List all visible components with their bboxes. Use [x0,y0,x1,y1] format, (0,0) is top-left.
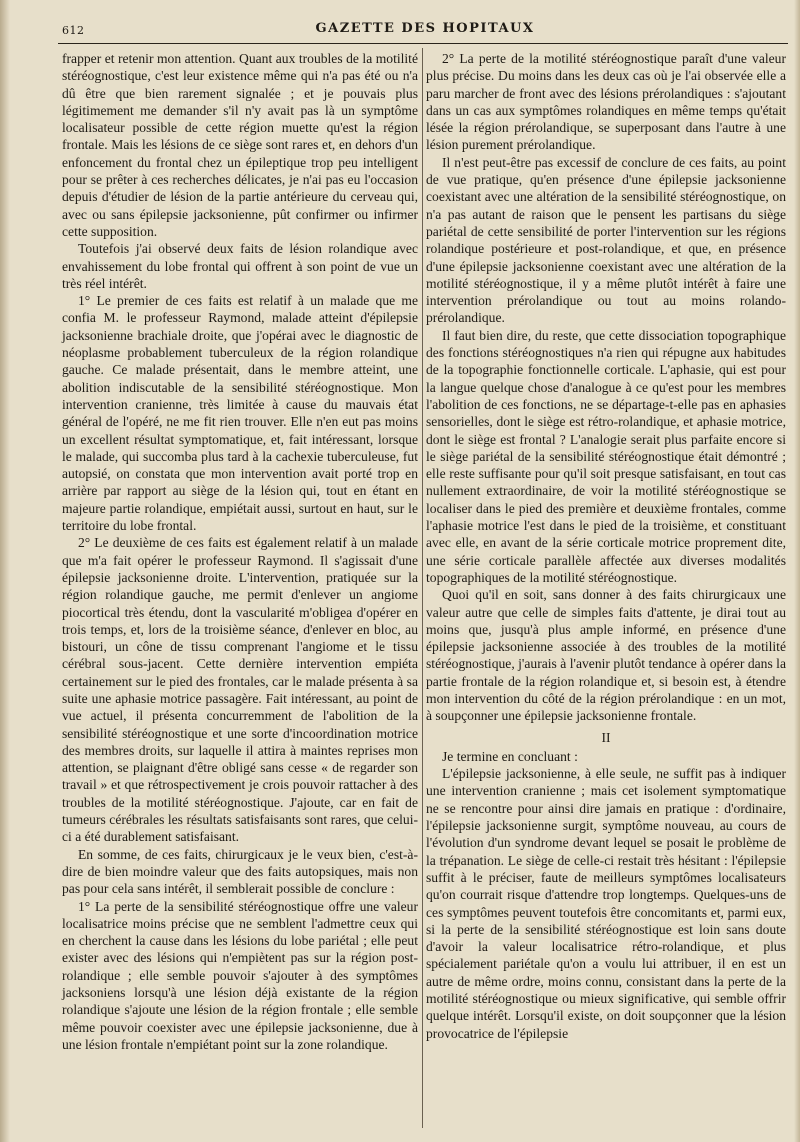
section-heading: II [601,729,611,745]
paragraph: Quoi qu'il en soit, sans donner à des faits chirurgicaux une valeur autre que celle de simples faits d'attente, je dirai tout au moins que, jusqu'à plus ample informé, en présence d'une épilepsie jacksonienne associée à des troubles de la motilité stéréognostique, j'aurais à l'avenir plutôt tendance à opérer dans la partie frontale de la région rolandique et, si besoin est, à étendre mon intervention du côté de la région prérolandique : en un mot, à soupçonner une épilepsie jacksonienne frontale. [426,587,786,724]
header-rule [58,43,788,44]
paragraph: En somme, de ces faits, chirurgicaux je le veux bien, c'est-à-dire de bien moindre valeur que des faits autopsiques, mais non pas pour cela sans intérêt, il semblerait possible de conclure : [62,846,418,897]
paragraph: Je termine en concluant : [442,748,578,764]
paragraph: Toutefois j'ai observé deux faits de lésion rolandique avec envahissement du lobe frontal qui offrent à son point de vue un très réel intérêt. [62,241,418,291]
journal-title: GAZETTE DES HOPITAUX [315,21,535,36]
paragraph: 2° La perte de la motilité stéréognostique paraît d'une valeur plus précise. Du moins dans les deux cas où je l'ai observée elle a paru marcher de front avec des lésions prérolandiques : s'ajoutant dans un cas aux symptômes rolandiques en même temps qu'était lésée la région prérolandique, se superposant dans l'autre à une lésion purement prérolandique. [426,51,786,153]
page-number: 612 [62,24,85,37]
paragraph: Il n'est peut-être pas excessif de conclure de ces faits, au point de vue pratique, qu'en présence d'une épilepsie jacksonienne coexistant avec une altération de la sensibilité stéréognostique, on n'a pas autant de raison que le pensent les partisans du siège pariétal de cette sensibilité de porter l'intervention sur les régions rolandique postérieure et post-rolandique, et que, en présence d'une épilepsie jacksonienne coexistant avec une altération de la motilité stéréognostique, il y a même plutôt intérêt à faire une intervention prérolandique ou tout au moins rolando-prérolandique. [426,154,786,326]
paragraph: 1° La perte de la sensibilité stéréognostique offre une valeur localisatrice moins précise que ne semblent l'admettre ceux qui en cherchent la cause dans les lésions du lobe pariétal ; elle peut exister avec des lésions qui n'empiètent pas sur la région post-rolandique ; elle semble pouvoir s'ajouter à des symptômes jacksoniens lorsqu'à une lésion déjà existante de la région rolandique s'ajoute une lésion de la région frontale ; elle semble même pouvoir coexister avec une épilepsie jacksonienne, due à une lésion frontale n'empiétant point sur la zone rolandique. [62,898,418,1052]
paragraph: frapper et retenir mon attention. Quant aux troubles de la motilité stéréognostique, c'est leur existence même qui n'a pas été ou n'a dû être que bien rarement signalée ; et je pouvais plus légitimement me demander s'il n'y avait pas là un symptôme localisateur possible de cette région muette qu'est la région frontale. Mais les lésions de ce siège sont rares et, en dehors d'un enfoncement du frontal chez un épileptique trop peu intelligent pour se prêter à ces recherches délicates, je n'ai pas eu l'occasion depuis d'étudier de lésion de la partie antérieure du cerveau qui, avec ou sans épilepsie jacksonienne, pût confirmer ou infirmer cette supposition. [62,51,418,239]
running-head [62,20,788,40]
paragraph: L'épilepsie jacksonienne, à elle seule, ne suffit pas à indiquer une intervention cranienne ; mais cet isolement symptomatique ne se rencontre pour ainsi dire jamais en pratique : d'ordinaire, l'épilepsie jacksonienne surgit, symptôme nouveau, au cours de l'évolution d'un syndrome devant lequel se posait le problème de la trépanation. Le siège de celle-ci restait très hésitant : l'épilepsie suffit à le préciser, faute de meilleurs symptômes localisateurs qu'on courrait risque d'attendre trop longtemps. Quelques-uns de ces symptômes peuvent toutefois être concomitants et, parmi eux, si la perte de la sensibilité stéréognostique est loin sans doute d'avoir la valeur localisatrice rétro-rolandique, et plus spécialement pariétale qu'on a voulu lui attribuer, il en est un autre de même ordre, moins connu, consistant dans la perte de la motilité stéréognostique ou mieux significative, qui semble offrir quelque intérêt. Lorsqu'il existe, on doit soupçonner que la lésion provocatrice de l'épilepsie [426,766,786,1041]
page-edge-shadow [794,0,800,1142]
right-column [426,50,786,1042]
column-divider [422,48,423,1128]
paragraph: Il faut bien dire, du reste, que cette dissociation topographique des fonctions stéréognostiques n'a rien qui répugne aux habitudes de la topographie fonctionnelle corticale. L'aphasie, qui est pour la langue quelque chose d'analogue à ce qu'est pour les membres l'abolition de ces fonctions, ne se départage-t-elle pas en aphasies sensorielles, dont le siège est rétro-rolandique, et aphasie motrice, dont le siège est frontal ? L'analogie serait plus parfaite encore si le siège pariétal de la sensibilité stéréognostique était démontré ; elle reste suffisante pour qu'il soit presque satisfaisant, en tout cas nullement extraordinaire, de voir la motilité stéréognostique se localiser dans le pied des première et deuxième frontales, comme l'aphasie motrice l'est dans le pied de la troisième, et constituant avec elle, en avant de la série corticale motrice proprement dite, une série corticale parallèle affectée aux diverses modalités topographiques de la motilité stéréognostique. [426,327,786,585]
left-column [62,50,418,1053]
paragraph: 1° Le premier de ces faits est relatif à un malade que me confia M. le professeur Raymond, malade atteint d'épilepsie jacksonienne brachiale droite, que j'opérai avec le diagnostic de néoplasme probablement tuberculeux de la région rolandique gauche. Ce malade présentait, dans le membre atteint, une abolition indiscutable de la sensibilité stéréognostique. Mon intervention cranienne, très limitée à cause du mauvais état général de l'opéré, ne me fit rien trouver. Elle n'en eut pas moins un excellent résultat symptomatique, et, fait intéressant, lorsque le malade, qui succomba plus tard à la cachexie tuberculeuse, fut autopsié, on constata que mon intervention avait porté trop en arrière par rapport au siège de la lésion qui, tout en étant en majeure partie rolandique, empiétait aussi, surtout en haut, sur le territoire du lobe frontal. [62,293,418,534]
page-binding-shadow [0,0,10,1142]
paragraph: 2° Le deuxième de ces faits est également relatif à un malade que m'a fait opérer le professeur Raymond. Il s'agissait d'une épilepsie jacksonienne droite. L'intervention, pratiquée sur la région rolandique gauche, me permit d'enlever un angiome piocortical très étendu, dont la vascularité m'obligea d'opérer en trois temps, et, lors de la troisième séance, d'enlever en bloc, au bistouri, un cône de tissu comprenant l'angiome et le tissu cérébral sous-jacent. Cette dernière intervention empiéta certainement sur le pied des frontales, car le malade présenta à sa suite une aphasie motrice passagère. Fait intéressant, au point de vue actuel, il présenta concurremment de l'abolition de la sensibilité stéréognostique et une sorte d'incoordination motrice des membres droits, sur laquelle il attira à maintes reprises mon attention, se plaignant d'être obligé sans cesse « de regarder son travail » et que rétrospectivement je crois pouvoir rattacher à des troubles de la motilité stéréognostique. J'ajoute, car en fait de tumeurs cérébrales les résultats satisfaisants sont rares, que celui-ci a été durablement satisfaisant. [62,535,418,845]
